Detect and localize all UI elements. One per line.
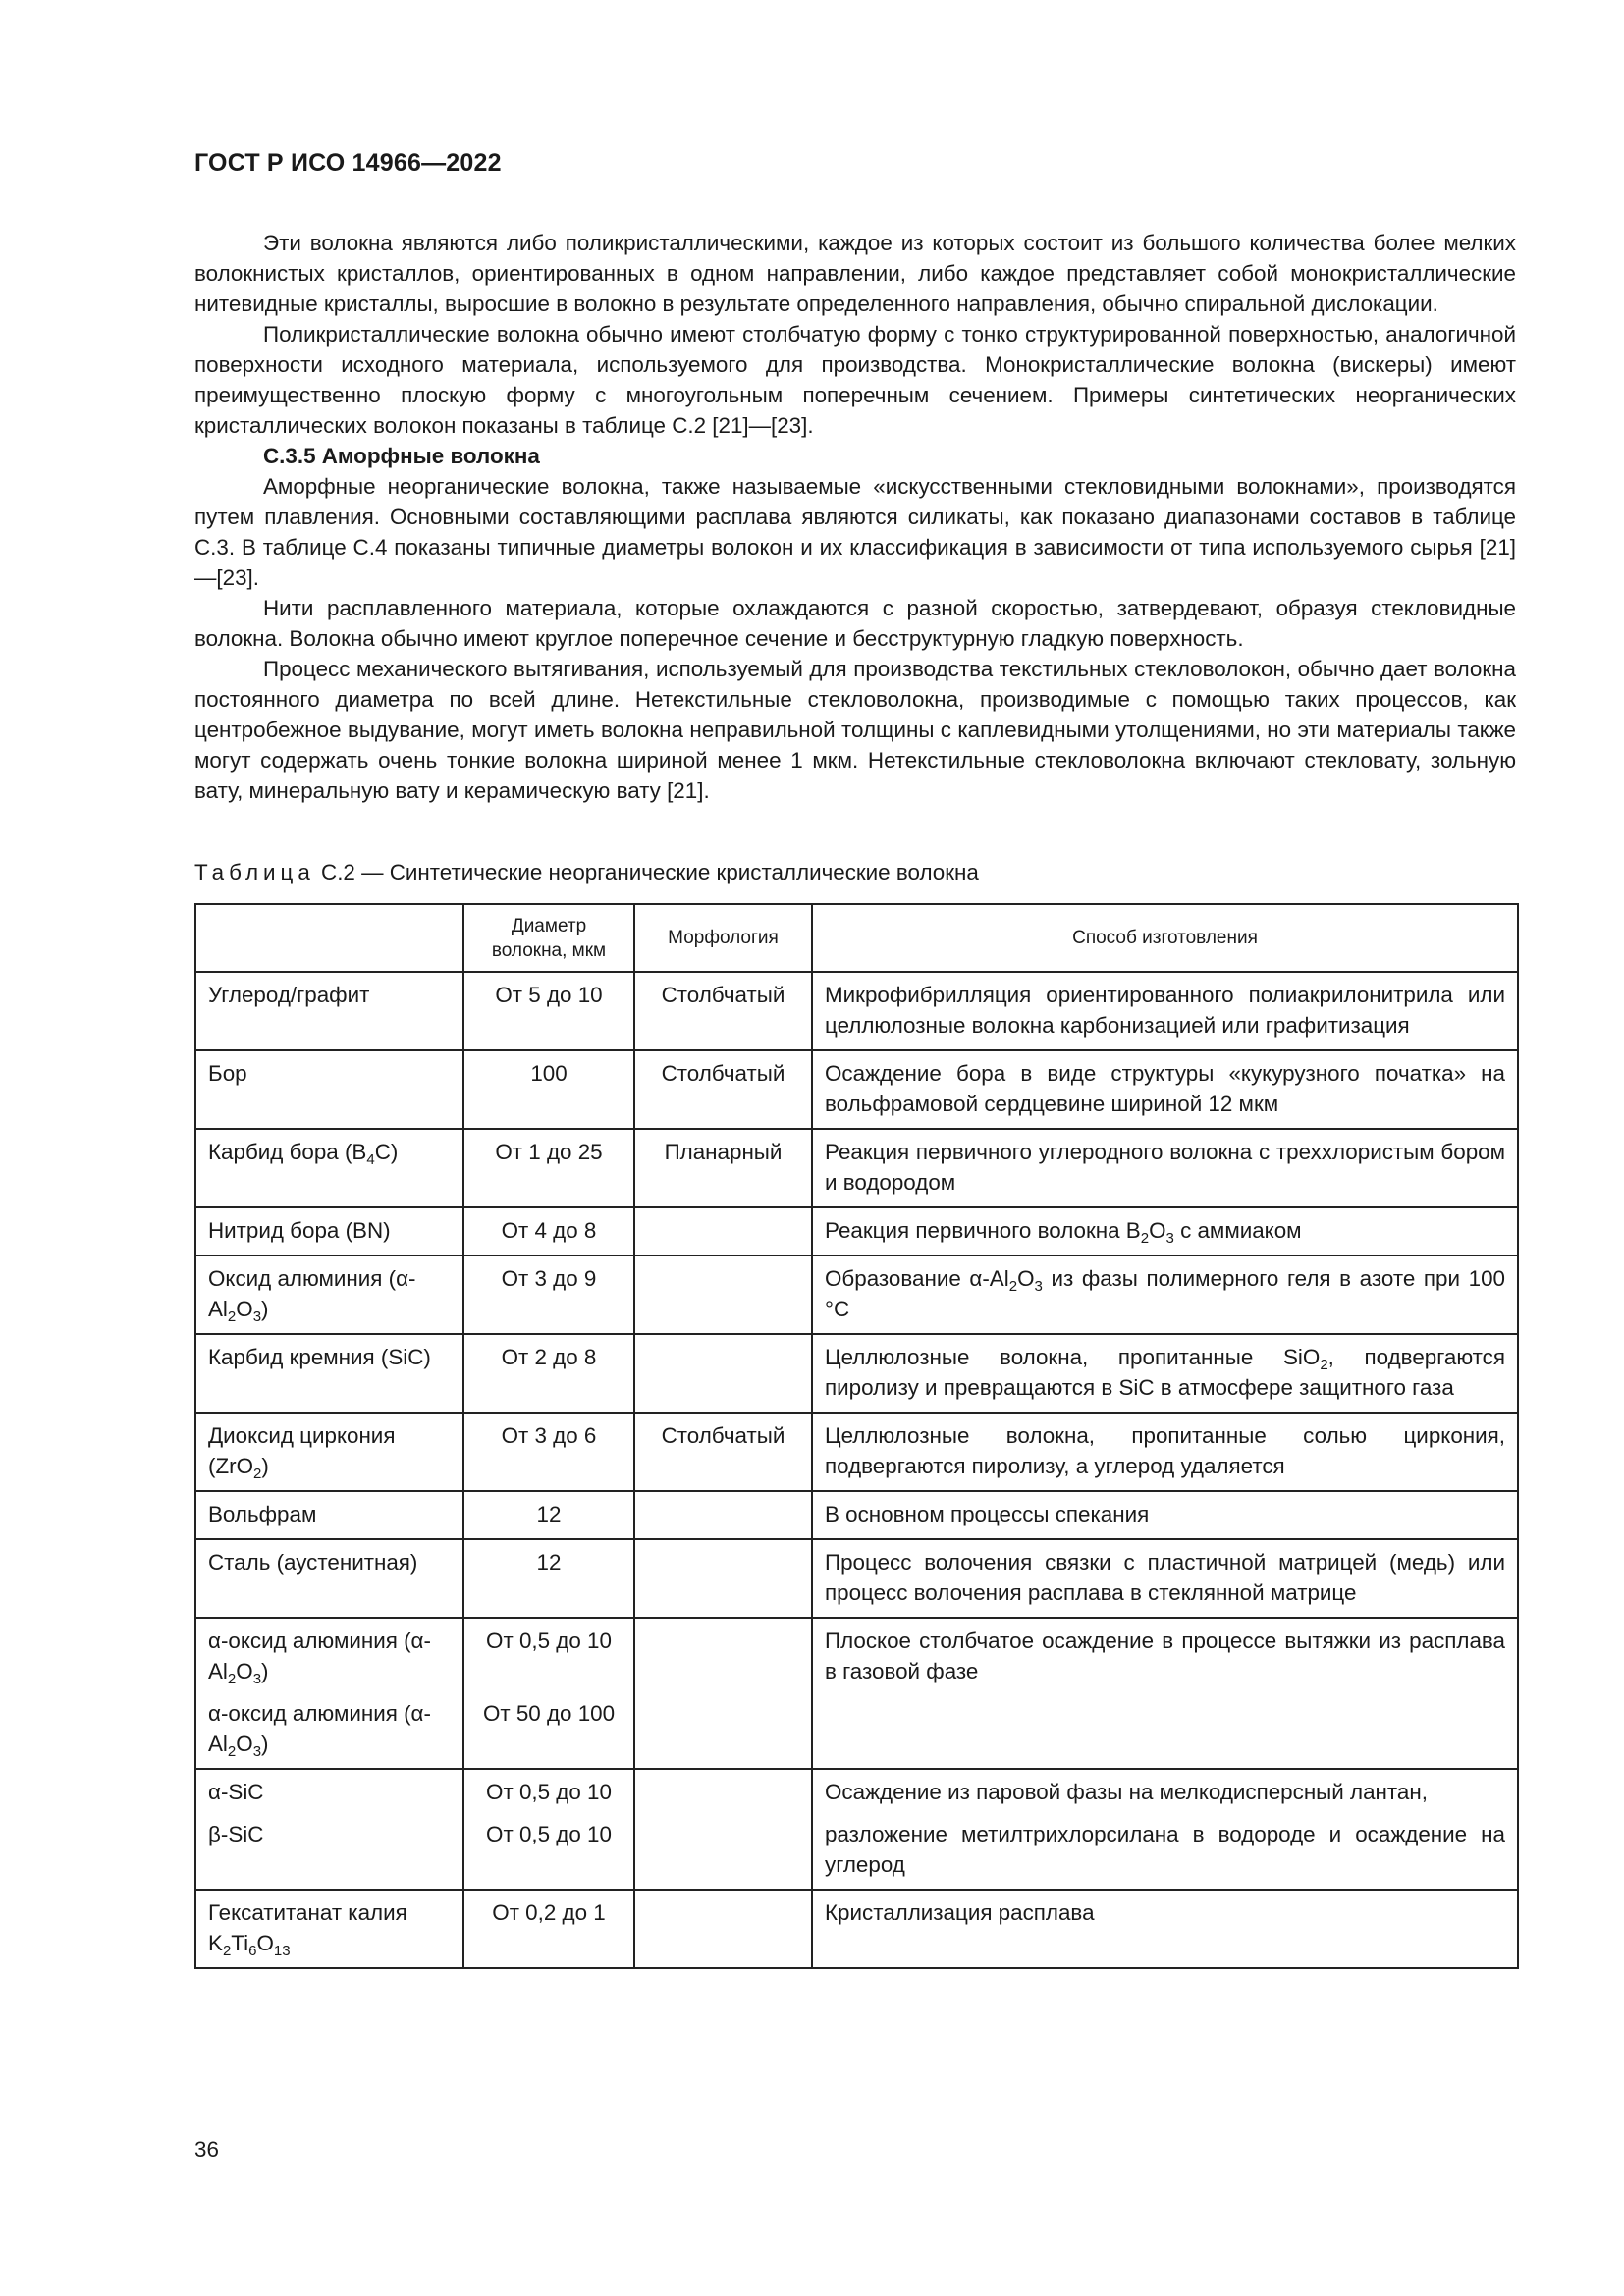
cell-method: Процесс волочения связки с пластичной матрицей (медь) или процесс волочения расплава в стеклянной матрице xyxy=(812,1539,1518,1618)
cell-method: Реакция первичного волокна $B_2O_3$ с аммиаком xyxy=(812,1207,1518,1255)
cell-morphology xyxy=(634,1491,812,1539)
cell-diameter: 12 xyxy=(463,1539,634,1618)
cell-material: Вольфрам xyxy=(195,1491,463,1539)
cell-diameter: От 2 до 8 xyxy=(463,1334,634,1413)
page-number: 36 xyxy=(194,2137,219,2162)
header-method: Способ изготовления xyxy=(812,904,1518,972)
cell-method: Кристаллизация расплава xyxy=(812,1890,1518,1968)
fibers-table xyxy=(194,903,1519,1969)
table-header-row xyxy=(195,904,1518,972)
cell-material: Углерод/графит xyxy=(195,972,463,1050)
cell-material: Нитрид бора (BN) xyxy=(195,1207,463,1255)
cell-method: Целлюлозные волокна, пропитанные SiO$_2$, подвергаются пиролизу и превращаются в SiC в атмосфере защитного газа xyxy=(812,1334,1518,1413)
header-morphology: Морфология xyxy=(634,904,812,972)
cell-material: Оксид алюминия $(\alpha-Al_2O_3)$ xyxy=(195,1255,463,1334)
cell-method: В основном процессы спекания xyxy=(812,1491,1518,1539)
cell-method: Осаждение из паровой фазы на мелкодисперсный лантан, разложение метилтрихлорсилана в водороде и осаждение на углерод xyxy=(812,1769,1518,1890)
cell-material: Гексатитанат калия $K_2Ti_6O_{13}$ xyxy=(195,1890,463,1968)
cell-diameter: От 0,5 до 10 От 50 до 100 xyxy=(463,1618,634,1769)
cell-morphology: Столбчатый xyxy=(634,1413,812,1491)
table-row xyxy=(195,1334,1518,1413)
table-row xyxy=(195,1618,1518,1769)
body-text xyxy=(194,228,1516,806)
cell-morphology xyxy=(634,1618,812,1769)
cell-morphology xyxy=(634,1890,812,1968)
cell-material: Бор xyxy=(195,1050,463,1129)
table-row xyxy=(195,972,1518,1050)
table-row xyxy=(195,1050,1518,1129)
cell-morphology: Столбчатый xyxy=(634,1050,812,1129)
cell-morphology xyxy=(634,1769,812,1890)
paragraph-1: Эти волокна являются либо поликристаллическими, каждое из которых состоит из большого количества более мелких волокнистых кристаллов, ориентированных в одном направлении, либо каждое представляет собой монокристаллические нитевидные кристаллы, выросшие в волокно в результате определенного направления, обычно спиральной дислокации. xyxy=(194,231,1516,316)
cell-morphology: Планарный xyxy=(634,1129,812,1207)
table-row xyxy=(195,1129,1518,1207)
table-row xyxy=(195,1255,1518,1334)
header-diameter: Диаметр волокна, мкм xyxy=(463,904,634,972)
cell-diameter: От 0,2 до 1 xyxy=(463,1890,634,1968)
paragraph-2: Поликристаллические волокна обычно имеют столбчатую форму с тонко структурированной поверхностью, аналогичной поверхности исходного материала, используемого для производства. Монокристаллические волокна (вискеры) имеют преимущественно плоскую форму с многоугольным поперечным сечением. Примеры синтетических неорганических кристаллических волокон показаны в таблице С.2 [21]—[23]. xyxy=(194,322,1516,438)
cell-diameter: От 0,5 до 10 От 0,5 до 10 xyxy=(463,1769,634,1890)
cell-method: Плоское столбчатое осаждение в процессе вытяжки из расплава в газовой фазе xyxy=(812,1618,1518,1769)
paragraph-5: Процесс механического вытягивания, используемый для производства текстильных стекловолокон, обычно дает волокна постоянного диаметра по всей длине. Нетекстильные стекловолокна, производимые с помощью таких процессов, как центробежное выдувание, могут иметь волокна неправильной толщины с каплевидными утолщениями, но эти материалы также могут содержать очень тонкие волокна шириной менее 1 мкм. Нетекстильные стекловолокна включают стекловату, зольную вату, минеральную вату и керамическую вату [21]. xyxy=(194,657,1516,803)
cell-material: α-SiC β-SiC xyxy=(195,1769,463,1890)
table-caption-label: Таблица xyxy=(194,860,315,884)
cell-material-line-2: α-оксид алюминия $(\alpha-Al_2O_3)$ xyxy=(208,1701,431,1760)
cell-diameter: 100 xyxy=(463,1050,634,1129)
cell-material: Карбид бора $(B_4C)$ xyxy=(195,1129,463,1207)
table-row xyxy=(195,1890,1518,1968)
cell-method: Образование $\alpha-Al_2O_3$ из фазы полимерного геля в азоте при 100 °С xyxy=(812,1255,1518,1334)
paragraph-3: Аморфные неорганические волокна, также называемые «искусственными стекловидными волокнами», производятся путем плавления. Основными составляющими расплава являются силикаты, как показано диапазонами составов в таблице С.3. В таблице С.4 показаны типичные диаметры волокон и их классификация в зависимости от типа используемого сырья [21]—[23]. xyxy=(194,474,1516,590)
cell-material: Сталь (аустенитная) xyxy=(195,1539,463,1618)
cell-diameter: От 1 до 25 xyxy=(463,1129,634,1207)
table-caption-text: С.2 — Синтетические неорганические кристаллические волокна xyxy=(321,860,979,884)
cell-diameter: От 5 до 10 xyxy=(463,972,634,1050)
table-row xyxy=(195,1539,1518,1618)
cell-method: Микрофибрилляция ориентированного полиакрилонитрила или целлюлозные волокна карбонизацией или графитизация xyxy=(812,972,1518,1050)
cell-morphology xyxy=(634,1539,812,1618)
table-row xyxy=(195,1207,1518,1255)
table-caption xyxy=(194,860,979,885)
cell-diameter: От 3 до 9 xyxy=(463,1255,634,1334)
cell-morphology xyxy=(634,1207,812,1255)
section-heading: С.3.5 Аморфные волокна xyxy=(263,444,540,468)
cell-morphology xyxy=(634,1255,812,1334)
cell-morphology: Столбчатый xyxy=(634,972,812,1050)
cell-method: Осаждение бора в виде структуры «кукурузного початка» на вольфрамовой сердцевине шириной 12 мкм xyxy=(812,1050,1518,1129)
cell-material xyxy=(195,1618,463,1769)
cell-material-line-1: α-оксид алюминия $(\alpha-Al_2O_3)$ xyxy=(208,1629,431,1687)
cell-diameter: 12 xyxy=(463,1491,634,1539)
cell-diameter: От 4 до 8 xyxy=(463,1207,634,1255)
cell-morphology xyxy=(634,1334,812,1413)
cell-material: Карбид кремния (SiC) xyxy=(195,1334,463,1413)
table-row xyxy=(195,1769,1518,1890)
cell-method: Реакция первичного углеродного волокна с треххлористым бором и водородом xyxy=(812,1129,1518,1207)
standard-title: ГОСТ Р ИСО 14966—2022 xyxy=(194,149,502,177)
header-material xyxy=(195,904,463,972)
paragraph-4: Нити расплавленного материала, которые охлаждаются с разной скоростью, затвердевают, образуя стекловидные волокна. Волокна обычно имеют круглое поперечное сечение и бесструктурную гладкую поверхность. xyxy=(194,596,1516,651)
table-row xyxy=(195,1491,1518,1539)
table-row xyxy=(195,1413,1518,1491)
cell-method: Целлюлозные волокна, пропитанные солью циркония, подвергаются пиролизу, а углерод удаляется xyxy=(812,1413,1518,1491)
cell-diameter: От 3 до 6 xyxy=(463,1413,634,1491)
cell-material: Диоксид циркония (ZrO$_2$) xyxy=(195,1413,463,1491)
